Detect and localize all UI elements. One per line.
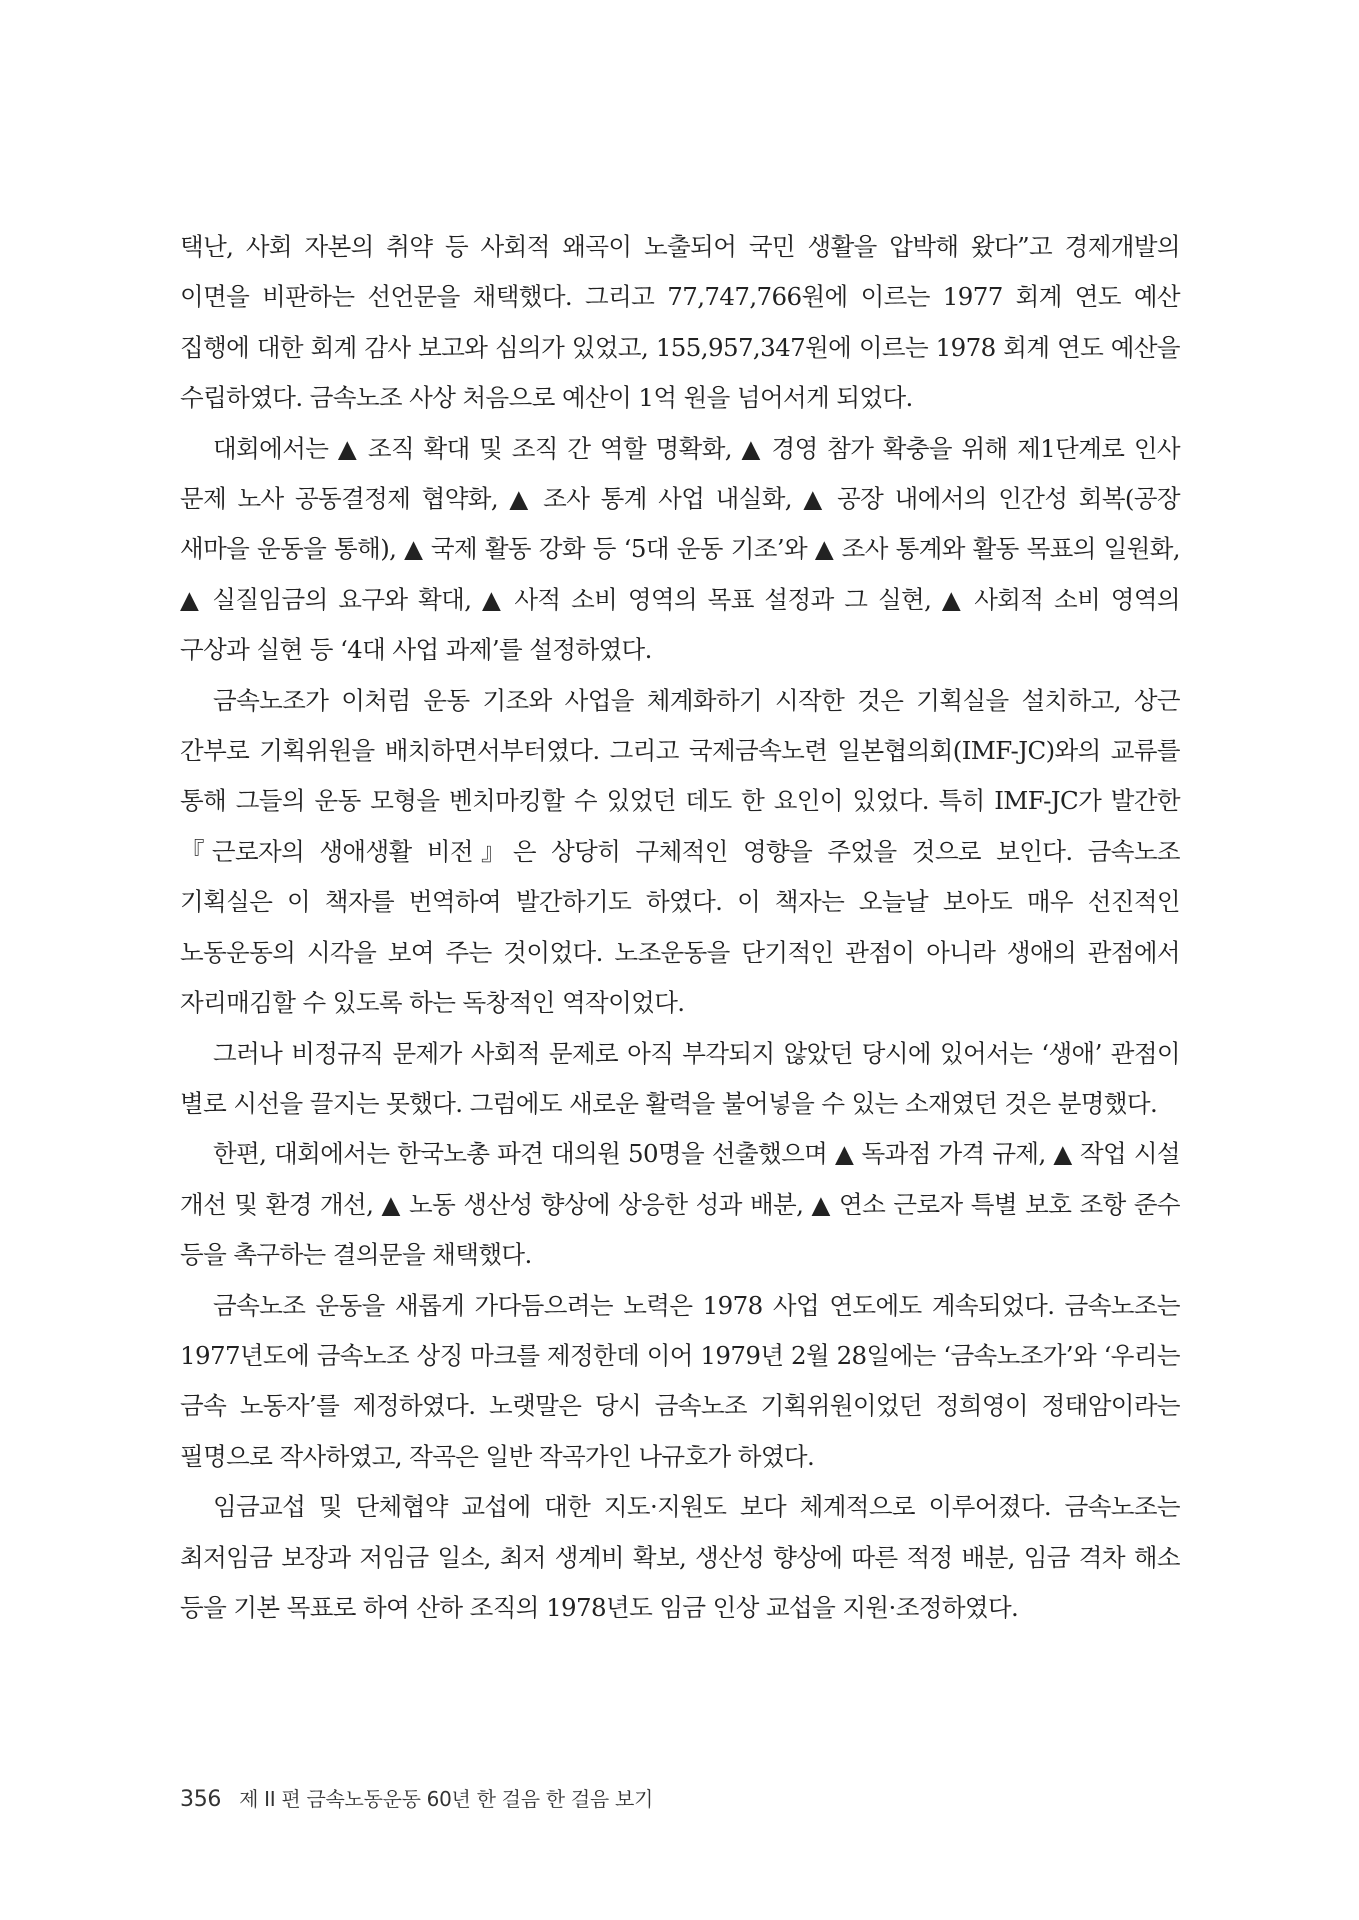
paragraph-3: 금속노조가 이처럼 운동 기조와 사업을 체계화하기 시작한 것은 기획실을 설치하고, 상근 간부로 기획위원을 배치하면서부터였다. 그리고 국제금속노련 일본협의회(IMF-JC)와의 교류를 통해 그들의 운동 모형을 벤치마킹할 수 있었던 데도 한 요인이 있었다. 특히 IMF-JC가 발간한 『근로자의 생애생활 비전』은 상당히 구체적인 영향을 주었을 것으로 보인다. 금속노조 기획실은 이 책자를 번역하여 발간하기도 하였다. 이 책자는 오늘날 보아도 매우 선진적인 노동운동의 시각을 보여 주는 것이었다. 노조운동을 단기적인 관점이 아니라 생애의 관점에서 자리매김할 수 있도록 하는 독창적인 역작이었다. [180,685,1180,1018]
paragraph-7: 임금교섭 및 단체협약 교섭에 대한 지도·지원도 보다 체계적으로 이루어졌다. 금속노조는 최저임금 보장과 저임금 일소, 최저 생계비 확보, 생산성 향상에 따른 적정 배분, 임금 격차 해소 등을 기본 목표로 하여 산하 조직의 1978년도 임금 인상 교섭을 지원·조정하였다. [180,1492,1180,1622]
running-footer-title: 제 II 편 금속노동운동 60년 한 걸음 한 걸음 보기 [239,1787,653,1811]
page-body [180,222,1180,1633]
paragraph-2: 대회에서는 ▲ 조직 확대 및 조직 간 역할 명확화, ▲ 경영 참가 확충을 위해 제1단계로 인사 문제 노사 공동결정제 협약화, ▲ 조사 통계 사업 내실화, ▲ 공장 내에서의 인간성 회복(공장 새마을 운동을 통해), ▲ 국제 활동 강화 등 ‘5대 운동 기조’와 ▲ 조사 통계와 활동 목표의 일원화, ▲ 실질임금의 요구와 확대, ▲ 사적 소비 영역의 목표 설정과 그 실현, ▲ 사회적 소비 영역의 구상과 실현 등 ‘4대 사업 과제’를 설정하였다. [180,433,1180,665]
page-footer [180,1783,653,1812]
paragraph-6: 금속노조 운동을 새롭게 가다듬으려는 노력은 1978 사업 연도에도 계속되었다. 금속노조는 1977년도에 금속노조 상징 마크를 제정한데 이어 1979년 2월 28일에는 ‘금속노조가’와 ‘우리는 금속 노동자’를 제정하였다. 노랫말은 당시 금속노조 기획위원이었던 정희영이 정태암이라는 필명으로 작사하였고, 작곡은 일반 작곡가인 나규호가 하였다. [180,1290,1180,1471]
paragraph-4: 그러나 비정규직 문제가 사회적 문제로 아직 부각되지 않았던 당시에 있어서는 ‘생애’ 관점이 별로 시선을 끌지는 못했다. 그럼에도 새로운 활력을 불어넣을 수 있는 소재였던 것은 분명했다. [180,1038,1180,1118]
paragraph-5: 한편, 대회에서는 한국노총 파견 대의원 50명을 선출했으며 ▲ 독과점 가격 규제, ▲ 작업 시설 개선 및 환경 개선, ▲ 노동 생산성 향상에 상응한 성과 배분, ▲ 연소 근로자 특별 보호 조항 준수 등을 촉구하는 결의문을 채택했다. [180,1139,1180,1270]
page-number: 356 [180,1787,222,1812]
paragraph-1: 택난, 사회 자본의 취약 등 사회적 왜곡이 노출되어 국민 생활을 압박해 왔다”고 경제개발의 이면을 비판하는 선언문을 채택했다. 그리고 77,747,766원에 이르는 1977 회계 연도 예산 집행에 대한 회계 감사 보고와 심의가 있었고, 155,957,347원에 이르는 1978 회계 연도 예산을 수립하였다. 금속노조 사상 처음으로 예산이 1억 원을 넘어서게 되었다. [180,232,1180,413]
